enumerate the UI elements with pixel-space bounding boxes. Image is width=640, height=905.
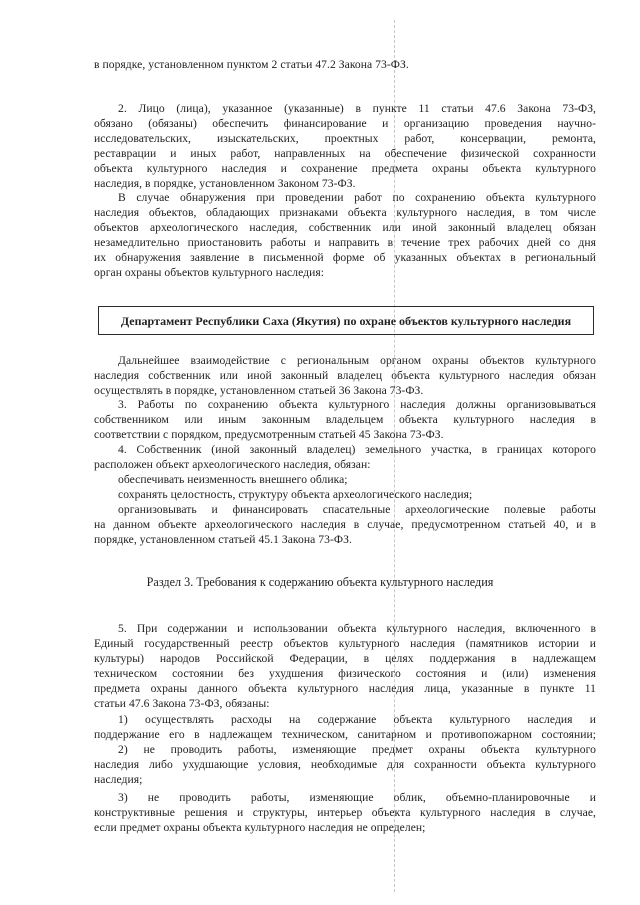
text-line: поддержание его в надлежащем техническом, санитарном и противопожарном состоянии; (94, 728, 596, 741)
text-line: сохранять целостность, структуру объекта археологического наследия; (118, 488, 473, 501)
text-line: 1) осуществлять расходы на содержание объекта культурного наследия и (118, 713, 596, 726)
text-line: 2. Лицо (лица), указанное (указанные) в пункте 11 статьи 47.6 Закона 73-ФЗ, (118, 102, 596, 115)
text-line: если предмет охраны объекта культурного наследия не определен; (94, 821, 426, 834)
text-line: порядке, установленном статьей 45.1 Закона 73-ФЗ. (94, 533, 352, 546)
text-line: объектов археологического наследия, собственник или иной законный владелец обязан (94, 221, 596, 234)
text-line: наследия либо ухудшающие условия, необходимые для сохранности объекта культурного (94, 758, 596, 771)
department-box (98, 306, 594, 335)
text-line: наследия объектов, обладающих признаками объекта культурного наследия, в том числе (94, 206, 596, 219)
text-line: исследовательских, изыскательских, проектных работ, консервации, ремонта, (94, 132, 596, 145)
text-line: конструктивные решения и структуры, интерьер объекта культурного наследия в случае, (94, 806, 596, 819)
text-line: незамедлительно приостановить работы и направить в течение трех рабочих дней со дня (94, 236, 596, 249)
text-line: соответствии с порядком, предусмотренным статьей 45 Закона 73-ФЗ. (94, 428, 444, 441)
text-line: В случае обнаружения при проведении работ по сохранению объекта культурного (118, 191, 596, 204)
text-line: на данном объекте археологического наследия в случае, предусмотренном статьей 40, и в (94, 518, 596, 531)
text-line: реставрации и иных работ, направленных на обеспечение физической сохранности (94, 147, 596, 160)
text-line: их обнаружения заявление в письменной форме об указанных объектах в региональный (94, 251, 596, 264)
text-line: предмета охраны данного объекта культурного наследия лица, указанные в пункте 11 (94, 682, 596, 695)
text-line: культуры) народов Российской Федерации, в целях поддержания в надлежащем (94, 652, 596, 665)
text-line: 5. При содержании и использовании объекта культурного наследия, включенного в (118, 622, 596, 635)
text-line: Единый государственный реестр объектов культурного наследия (памятников истории и (94, 637, 596, 650)
text-line: обязано (обязаны) обеспечить финансирование и организацию проведения научно- (94, 117, 596, 130)
text-line: расположен объект археологического наследия, обязан: (94, 458, 371, 471)
text-line: 3) не проводить работы, изменяющие облик, объемно-планировочные и (118, 791, 596, 804)
text-line: статьи 47.6 Закона 73-ФЗ, обязаны: (94, 697, 270, 710)
text-line: обеспечивать неизменность внешнего облика; (118, 473, 348, 486)
department-label: Департамент Республики Саха (Якутия) по охране объектов культурного наследия (120, 314, 572, 328)
text-line: объекта культурного наследия и сохранение предмета охраны объекта культурного (94, 162, 596, 175)
text-line: Дальнейшее взаимодействие с региональным органом охраны объектов культурного (118, 354, 596, 367)
text-line: 3. Работы по сохранению объекта культурного наследия должны организовываться (118, 398, 596, 411)
text-line: организовывать и финансировать спасательные археологические полевые работы (118, 503, 596, 516)
text-line: 4. Собственник (иной законный владелец) земельного участка, в границах которого (118, 443, 596, 456)
text-line: наследия, в порядке, установленном Законом 73-ФЗ. (94, 177, 356, 190)
text-line: наследия собственник или иной законный владелец объекта культурного наследия обязан (94, 369, 596, 382)
text-line: осуществлять в порядке, установленном статьей 36 Закона 73-ФЗ. (94, 384, 424, 397)
text-line: наследия; (94, 773, 143, 786)
section-heading: Раздел 3. Требования к содержанию объекта культурного наследия (146, 575, 494, 589)
text-line: собственником или иным законным владельцем объекта культурного наследия в (94, 413, 596, 426)
text-line: 2) не проводить работы, изменяющие предмет охраны объекта культурного (118, 743, 596, 756)
text-line: орган охраны объектов культурного наследия: (94, 266, 324, 279)
text-line: техническом состоянии без ухудшения физического состояния и (или) изменения (94, 667, 596, 680)
text-line: в порядке, установленном пунктом 2 статьи 47.2 Закона 73-ФЗ. (94, 58, 409, 71)
